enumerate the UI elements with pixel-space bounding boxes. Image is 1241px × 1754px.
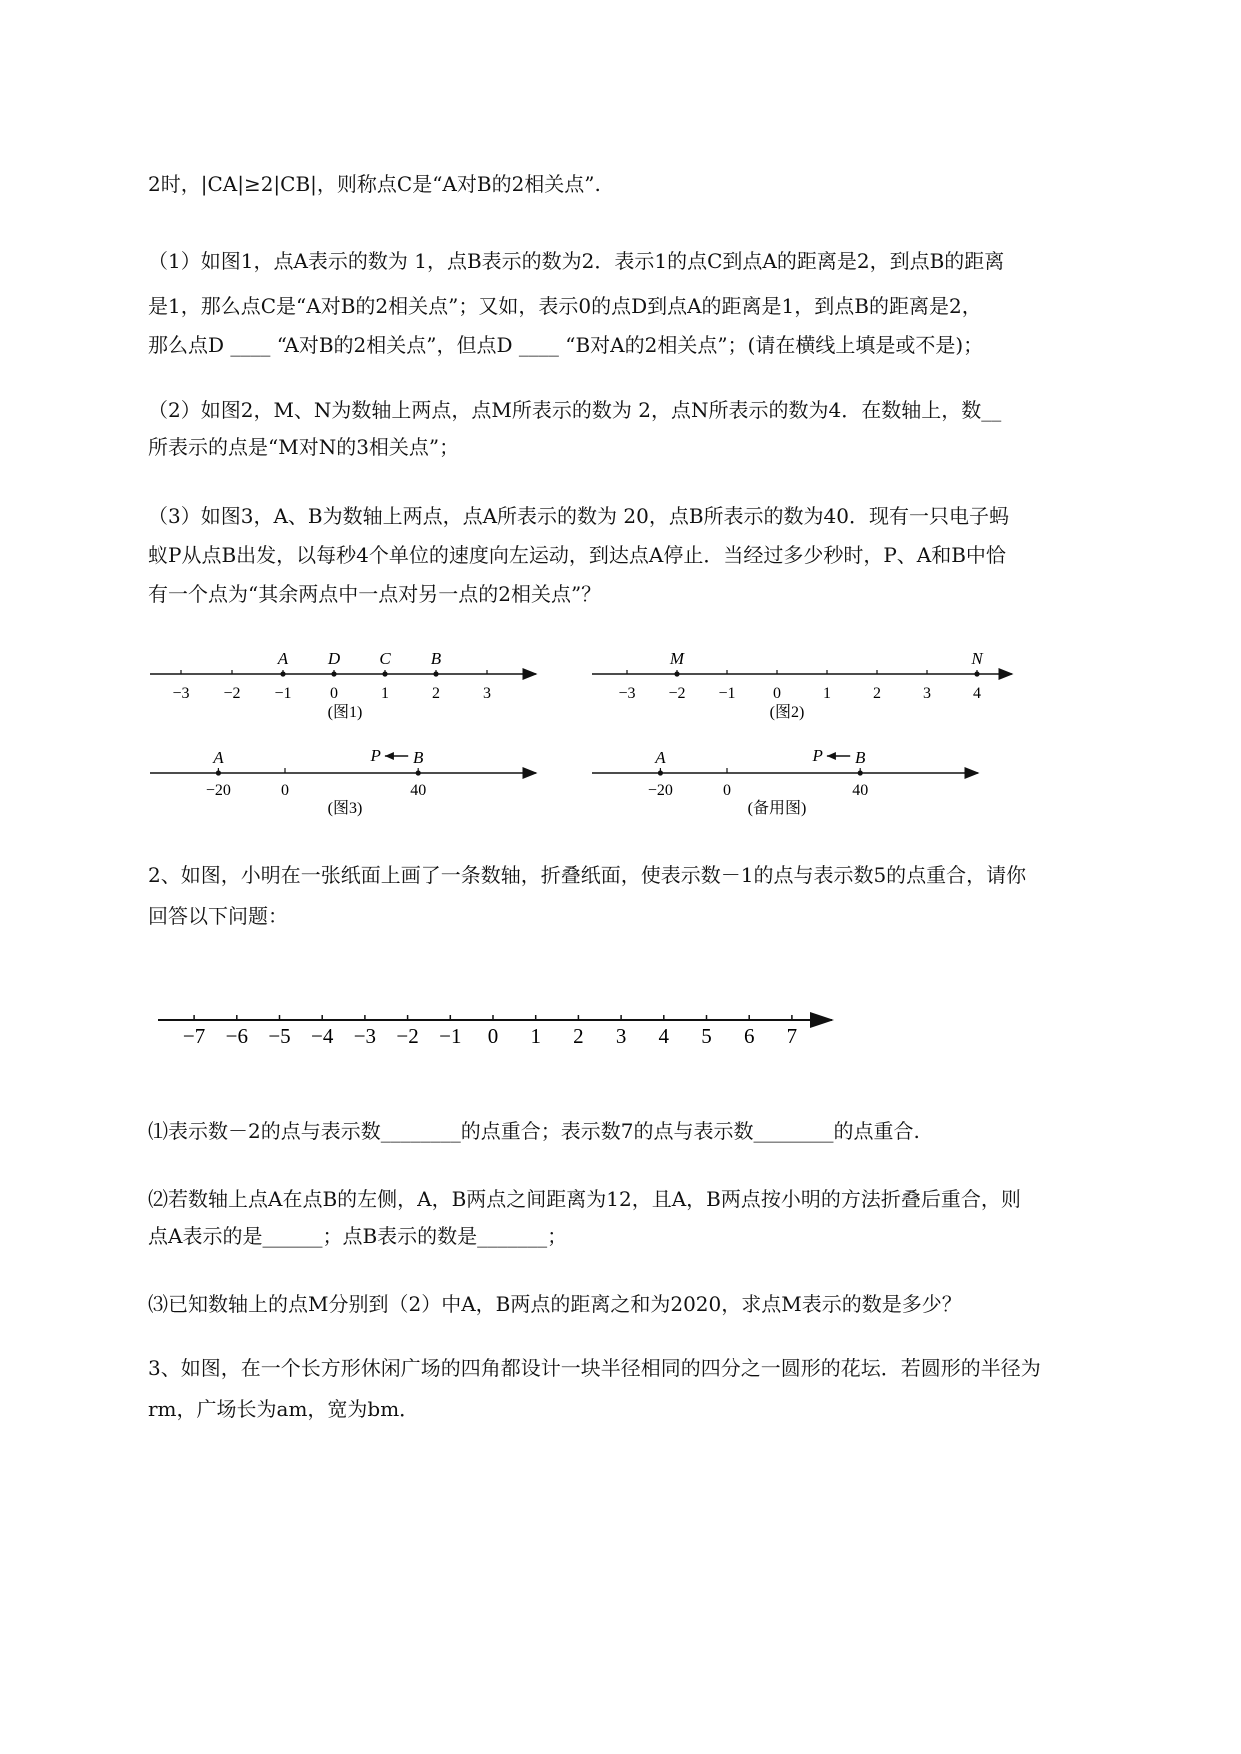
text-line-5: （2）如图2，M、N为数轴上两点，点M所表示的数为 2，点N所表示的数为4．在数轴上，数__ xyxy=(148,398,1002,422)
tick-label: 1 xyxy=(823,685,831,702)
tick-label: −20 xyxy=(647,782,673,799)
point-label-A: A xyxy=(213,748,224,767)
text-line-9: 有一个点为“其余两点中一点对另一点的2相关点”？ xyxy=(148,582,602,606)
tick-label: 5 xyxy=(701,1024,712,1048)
text-line-17: rm，广场长为am，宽为bm． xyxy=(148,1397,420,1421)
text-line-14: 点A表示的是______；点B表示的数是_______； xyxy=(148,1224,568,1248)
point-label-P: P xyxy=(370,746,381,765)
point-label-B: B xyxy=(430,649,442,668)
point-label-B: B xyxy=(855,748,866,767)
point-label-M: M xyxy=(669,649,685,668)
tick-label: −20 xyxy=(205,782,231,799)
tick-label: 7 xyxy=(786,1024,798,1048)
tick-label: 4 xyxy=(973,685,981,702)
tick-label: 3 xyxy=(483,685,491,702)
tick-label: −1 xyxy=(439,1024,462,1048)
point-dot-A xyxy=(216,770,221,775)
tick-label: −1 xyxy=(718,685,736,702)
point-dot-B xyxy=(433,671,438,676)
point-label-N: N xyxy=(971,649,983,668)
point-dot-A xyxy=(658,770,663,775)
tick-label: −2 xyxy=(668,685,686,702)
fig1-points xyxy=(277,649,442,677)
point-label-A: A xyxy=(655,748,666,767)
point-label-D: D xyxy=(327,649,341,668)
fig4-points xyxy=(654,746,866,776)
motion-arrowhead xyxy=(827,752,836,760)
text-line-13: ⑵若数轴上点A在点B的左侧，A，B两点之间距离为12，且A，B两点按小明的方法折叠后重合，则 xyxy=(148,1187,1021,1211)
text-line-15: ⑶已知数轴上的点M分别到（2）中A，B两点的距离之和为2020，求点M表示的数是多少？ xyxy=(148,1292,962,1316)
figure-fold-number-line xyxy=(0,1005,1241,1075)
fig2-caption: (图2) xyxy=(769,704,805,721)
tick-label: 0 xyxy=(281,782,289,799)
tick-label: −3 xyxy=(618,685,636,702)
tick-label: −3 xyxy=(353,1024,377,1048)
tick-label: 40 xyxy=(410,782,427,799)
tick-label: 3 xyxy=(615,1024,627,1048)
text-line-1: 2时，|CA|≥2|CB|，则称点C是“A对B的2相关点”. xyxy=(148,172,601,196)
point-dot-M xyxy=(674,671,679,676)
point-dot-B xyxy=(858,770,863,775)
text-line-3: 是1，那么点C是“A对B的2相关点”；又如，表示0的点D到点A的距离是1，到点B的距离是2， xyxy=(148,294,982,318)
point-dot-A xyxy=(280,671,285,676)
point-label-A: A xyxy=(277,649,289,668)
fig4-caption: (备用图) xyxy=(747,800,807,817)
point-label-C: C xyxy=(379,649,391,668)
tick-label: −2 xyxy=(396,1024,419,1048)
tick-label: 2 xyxy=(873,685,881,702)
tick-label: 2 xyxy=(432,685,440,702)
tick-label: 40 xyxy=(852,782,869,799)
tick-label: 0 xyxy=(723,782,731,799)
tick-label: 0 xyxy=(330,685,338,702)
text-line-4: 那么点D ____ “A对B的2相关点”，但点D ____ “B对A的2相关点”；(请在横线上填是或不是)； xyxy=(148,333,984,357)
tick-label: −4 xyxy=(311,1024,334,1048)
point-dot-B xyxy=(416,770,421,775)
tick-label: −5 xyxy=(268,1024,291,1048)
tick-label: 1 xyxy=(530,1024,541,1048)
text-line-12: ⑴表示数－2的点与表示数________的点重合；表示数7的点与表示数________的点重合. xyxy=(148,1119,920,1143)
point-dot-C xyxy=(382,671,387,676)
tick-label: 2 xyxy=(573,1024,584,1048)
tick-label: −7 xyxy=(182,1024,206,1048)
fig2-ticks xyxy=(618,670,981,702)
tick-label: 6 xyxy=(743,1024,755,1048)
fig1-caption: (图1) xyxy=(327,704,363,721)
tick-label: 0 xyxy=(487,1024,499,1048)
tick-label: 0 xyxy=(773,685,781,702)
tick-label: −1 xyxy=(274,685,292,702)
point-dot-D xyxy=(331,671,336,676)
tick-label: 1 xyxy=(381,685,389,702)
point-label-P: P xyxy=(812,746,823,765)
point-dot-N xyxy=(974,671,979,676)
tick-label: −6 xyxy=(225,1024,248,1048)
text-line-7: （3）如图3，A、B为数轴上两点，点A所表示的数为 20，点B所表示的数为40．现有一只电子蚂 xyxy=(148,504,1009,528)
motion-arrowhead xyxy=(385,752,394,760)
text-line-10: 2、如图，小明在一张纸面上画了一条数轴，折叠纸面，使表示数－1的点与表示数5的点重合，请你 xyxy=(148,863,1027,887)
fig3-points xyxy=(212,746,424,776)
text-line-2: （1）如图1，点A表示的数为 1，点B表示的数为2．表示1的点C到点A的距离是2，到点B的距离 xyxy=(148,249,1005,273)
text-line-6: 所表示的点是“M对N的3相关点”； xyxy=(148,435,460,459)
point-label-B: B xyxy=(413,748,424,767)
text-line-16: 3、如图，在一个长方形休闲广场的四角都设计一块半径相同的四分之一圆形的花坛．若圆形的半径为 xyxy=(148,1356,1041,1380)
tick-label: −3 xyxy=(172,685,190,702)
tick-label: 4 xyxy=(658,1024,670,1048)
text-line-8: 蚁P从点B出发，以每秒4个单位的速度向左运动，到达点A停止．当经过多少秒时，P、A和B中恰 xyxy=(148,543,1006,567)
fig3-caption: (图3) xyxy=(327,800,363,817)
figure-number-lines xyxy=(0,640,1241,820)
tick-label: −2 xyxy=(223,685,241,702)
tick-label: 3 xyxy=(923,685,931,702)
text-line-11: 回答以下问题： xyxy=(148,904,288,928)
